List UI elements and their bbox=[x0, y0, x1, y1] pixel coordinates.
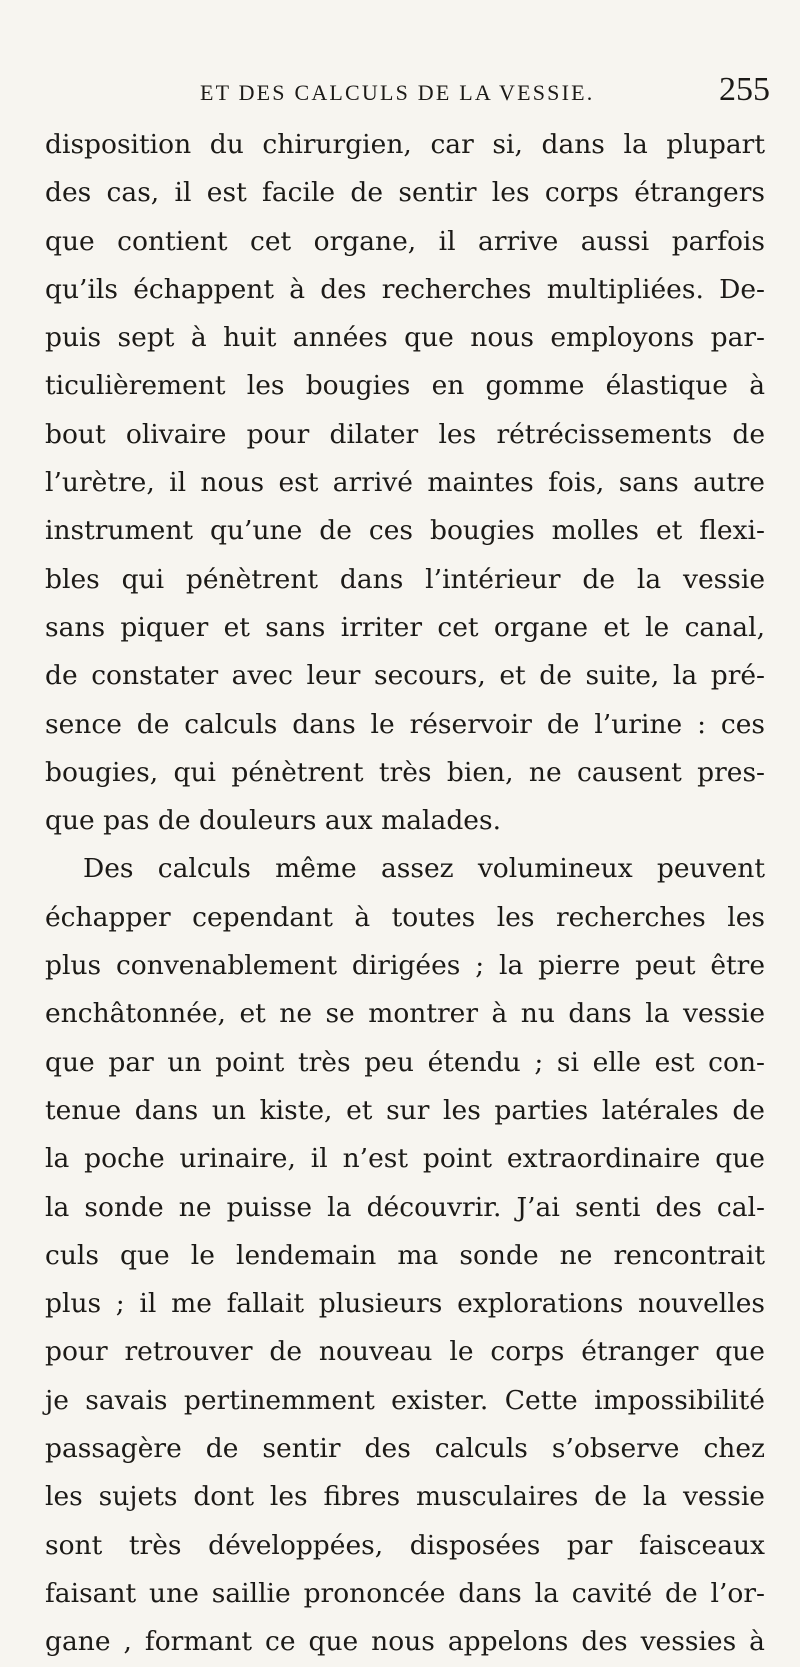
text-line: je savais pertinemment exister. Cette impossibilité bbox=[45, 1384, 765, 1416]
text-line: bles qui pénètrent dans l’intérieur de la vessie bbox=[45, 563, 765, 595]
text-line: pour retrouver de nouveau le corps étranger que bbox=[45, 1336, 765, 1368]
text-line: ticulièrement les bougies en gomme élastique à bbox=[45, 370, 765, 402]
running-title: ET DES CALCULS DE LA VESSIE. bbox=[200, 80, 595, 105]
text-line: faisant une saillie prononcée dans la cavité de l’or- bbox=[45, 1577, 765, 1609]
text-line: instrument qu’une de ces bougies molles et flexi- bbox=[45, 515, 765, 547]
text-line: bougies, qui pénètrent très bien, ne causent pres- bbox=[45, 756, 765, 788]
text-line: bout olivaire pour dilater les rétrécissements de bbox=[45, 418, 765, 450]
text-line: enchâtonnée, et ne se montrer à nu dans la vessie bbox=[45, 998, 765, 1030]
text-line: la sonde ne puisse la découvrir. J’ai senti des cal- bbox=[45, 1191, 765, 1223]
text-line: tenue dans un kiste, et sur les parties latérales de bbox=[45, 1094, 765, 1126]
page-header bbox=[200, 71, 770, 118]
text-line: les sujets dont les fibres musculaires de la vessie bbox=[45, 1481, 765, 1513]
paragraph-first-line: Des calculs même assez volumineux peuvent bbox=[83, 853, 765, 885]
text-line: l’urètre, il nous est arrivé maintes fois, sans autre bbox=[45, 467, 765, 499]
text-line: la poche urinaire, il n’est point extraordinaire que bbox=[45, 1143, 765, 1175]
text-line: plus ; il me fallait plusieurs explorations nouvelles bbox=[45, 1288, 765, 1320]
text-line: que contient cet organe, il arrive aussi parfois bbox=[45, 225, 765, 257]
text-line: qu’ils échappent à des recherches multipliées. De- bbox=[45, 273, 765, 305]
text-line: des cas, il est facile de sentir les corps étrangers bbox=[45, 177, 765, 209]
page-number: 255 bbox=[719, 71, 770, 108]
text-line: disposition du chirurgien, car si, dans la plupart bbox=[45, 129, 765, 160]
text-line: de constater avec leur secours, et de suite, la pré- bbox=[45, 660, 765, 692]
body-text bbox=[45, 121, 765, 1667]
text-line: passagère de sentir des calculs s’observe chez bbox=[45, 1433, 765, 1465]
text-line: sont très développées, disposées par faisceaux bbox=[45, 1529, 765, 1561]
text-line: sans piquer et sans irriter cet organe et le canal, bbox=[45, 611, 765, 643]
text-line: échapper cependant à toutes les recherches les bbox=[45, 901, 765, 933]
text-line: culs que le lendemain ma sonde ne rencontrait bbox=[45, 1239, 765, 1271]
text-line: gane , formant ce que nous appelons des vessies à bbox=[45, 1626, 765, 1658]
text-line: plus convenablement dirigées ; la pierre peut être bbox=[45, 950, 765, 982]
text-line: sence de calculs dans le réservoir de l’urine : ces bbox=[45, 708, 765, 740]
text-line: que pas de douleurs aux malades. bbox=[45, 805, 501, 837]
text-line: que par un point très peu étendu ; si elle est con- bbox=[45, 1046, 765, 1078]
text-line: puis sept à huit années que nous employons par- bbox=[45, 322, 765, 354]
